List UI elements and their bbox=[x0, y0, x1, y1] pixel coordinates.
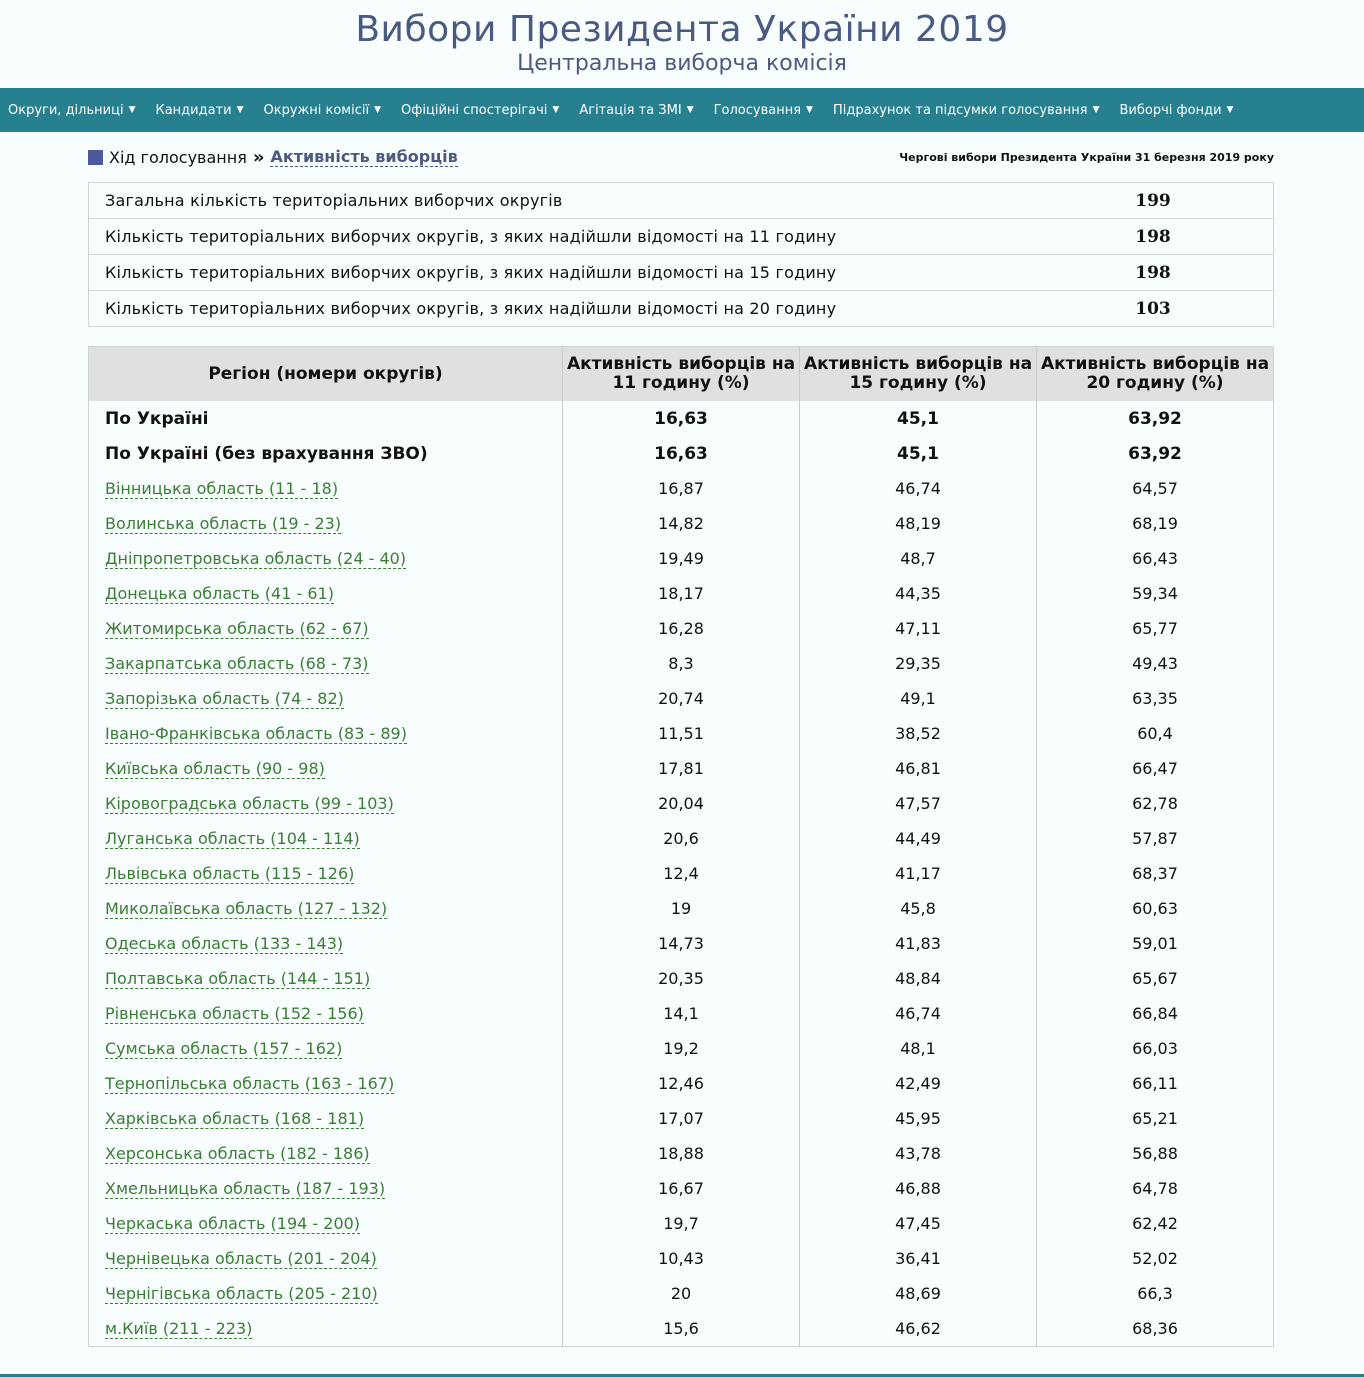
table-row bbox=[89, 611, 1274, 646]
region-link[interactable]: Полтавська область (144 - 151) bbox=[105, 969, 371, 988]
turnout-11: 19,7 bbox=[563, 1206, 800, 1241]
region-link[interactable]: Запорізька область (74 - 82) bbox=[105, 689, 344, 708]
region-link[interactable]: Чернівецька область (201 - 204) bbox=[105, 1249, 377, 1268]
turnout-11: 8,3 bbox=[563, 646, 800, 681]
turnout-15: 45,95 bbox=[800, 1101, 1037, 1136]
turnout-11: 17,07 bbox=[563, 1101, 800, 1136]
turnout-15: 29,35 bbox=[800, 646, 1037, 681]
region-link[interactable]: Одеська область (133 - 143) bbox=[105, 934, 344, 953]
table-row bbox=[89, 926, 1274, 961]
turnout-15: 47,57 bbox=[800, 786, 1037, 821]
region-cell bbox=[89, 471, 563, 506]
turnout-15: 47,11 bbox=[800, 611, 1037, 646]
turnout-15: 41,83 bbox=[800, 926, 1037, 961]
turnout-20: 68,36 bbox=[1037, 1311, 1274, 1347]
turnout-20: 66,47 bbox=[1037, 751, 1274, 786]
region-link[interactable]: Донецька область (41 - 61) bbox=[105, 584, 334, 603]
site-subtitle: Центральна виборча комісія bbox=[517, 51, 847, 76]
turnout-11: 19 bbox=[563, 891, 800, 926]
table-row bbox=[89, 1066, 1274, 1101]
turnout-20: 57,87 bbox=[1037, 821, 1274, 856]
turnout-15: 46,74 bbox=[800, 996, 1037, 1031]
turnout-15: 41,17 bbox=[800, 856, 1037, 891]
region-link[interactable]: Волинська область (19 - 23) bbox=[105, 514, 342, 533]
election-date: Чергові вибори Президента України 31 березня 2019 року bbox=[899, 150, 1274, 164]
turnout-20: 66,43 bbox=[1037, 541, 1274, 576]
turnout-15: 48,19 bbox=[800, 506, 1037, 541]
turnout-20: 68,19 bbox=[1037, 506, 1274, 541]
nav-item-candidates[interactable]: Кандидати ▼ bbox=[155, 102, 244, 118]
table-header-row bbox=[89, 347, 1274, 402]
turnout-11: 16,87 bbox=[563, 471, 800, 506]
table-row bbox=[89, 1206, 1274, 1241]
turnout-20: 65,67 bbox=[1037, 961, 1274, 996]
turnout-11: 12,46 bbox=[563, 1066, 800, 1101]
turnout-20: 64,57 bbox=[1037, 471, 1274, 506]
region-link[interactable]: Львівська область (115 - 126) bbox=[105, 864, 355, 883]
region-cell bbox=[89, 716, 563, 751]
table-row bbox=[89, 716, 1274, 751]
region-cell bbox=[89, 1311, 563, 1347]
region-cell bbox=[89, 576, 563, 611]
turnout-20: 59,34 bbox=[1037, 576, 1274, 611]
breadcrumb-current-link[interactable]: Активність виборців bbox=[270, 147, 458, 166]
summary-value: 198 bbox=[1033, 255, 1274, 291]
turnout-11: 18,17 bbox=[563, 576, 800, 611]
table-row bbox=[89, 821, 1274, 856]
region-cell bbox=[89, 996, 563, 1031]
turnout-20: 63,35 bbox=[1037, 681, 1274, 716]
table-row bbox=[89, 1031, 1274, 1066]
caret-down-icon: ▼ bbox=[686, 105, 694, 115]
turnout-15: 46,74 bbox=[800, 471, 1037, 506]
summary-value: 103 bbox=[1033, 291, 1274, 327]
turnout-11: 10,43 bbox=[563, 1241, 800, 1276]
table-row bbox=[89, 891, 1274, 926]
region-cell bbox=[89, 821, 563, 856]
region-cell bbox=[89, 1241, 563, 1276]
turnout-20: 66,84 bbox=[1037, 996, 1274, 1031]
region-cell bbox=[89, 506, 563, 541]
turnout-20: 52,02 bbox=[1037, 1241, 1274, 1276]
region-cell bbox=[89, 681, 563, 716]
turnout-11: 14,82 bbox=[563, 506, 800, 541]
turnout-15: 46,62 bbox=[800, 1311, 1037, 1347]
summary-value: 198 bbox=[1033, 219, 1274, 255]
breadcrumb-row bbox=[88, 132, 1274, 182]
turnout-15: 48,69 bbox=[800, 1276, 1037, 1311]
table-row bbox=[89, 1241, 1274, 1276]
table-row bbox=[89, 1101, 1274, 1136]
square-bullet-icon bbox=[88, 150, 103, 165]
region-cell bbox=[89, 1276, 563, 1311]
turnout-15: 48,1 bbox=[800, 1031, 1037, 1066]
caret-down-icon: ▼ bbox=[236, 105, 244, 115]
region-link[interactable]: Дніпропетровська область (24 - 40) bbox=[105, 549, 407, 568]
turnout-11: 16,28 bbox=[563, 611, 800, 646]
turnout-11: 12,4 bbox=[563, 856, 800, 891]
table-row bbox=[89, 786, 1274, 821]
turnout-20: 60,4 bbox=[1037, 716, 1274, 751]
region-cell bbox=[89, 961, 563, 996]
summary-label: Кількість територіальних виборчих округів, з яких надійшли відомості на 15 годину bbox=[89, 255, 1034, 291]
table-row bbox=[89, 1171, 1274, 1206]
table-row bbox=[89, 961, 1274, 996]
region-link[interactable]: Рівненська область (152 - 156) bbox=[105, 1004, 364, 1023]
table-row bbox=[89, 646, 1274, 681]
total-row bbox=[89, 436, 1274, 471]
turnout-15: 47,45 bbox=[800, 1206, 1037, 1241]
turnout-20: 65,21 bbox=[1037, 1101, 1274, 1136]
table-row bbox=[89, 856, 1274, 891]
turnout-11: 11,51 bbox=[563, 716, 800, 751]
summary-row bbox=[89, 255, 1274, 291]
nav-item-results[interactable]: Підрахунок та підсумки голосування ▼ bbox=[832, 102, 1100, 118]
turnout-20: 60,63 bbox=[1037, 891, 1274, 926]
caret-down-icon: ▼ bbox=[1092, 105, 1100, 115]
table-row bbox=[89, 471, 1274, 506]
caret-down-icon: ▼ bbox=[374, 105, 382, 115]
turnout-15: 43,78 bbox=[800, 1136, 1037, 1171]
table-row bbox=[89, 1276, 1274, 1311]
region-cell bbox=[89, 1066, 563, 1101]
table-row bbox=[89, 1136, 1274, 1171]
turnout-20: 65,77 bbox=[1037, 611, 1274, 646]
summary-label: Загальна кількість територіальних виборчих округів bbox=[89, 183, 1034, 219]
table-row bbox=[89, 996, 1274, 1031]
turnout-20: 49,43 bbox=[1037, 646, 1274, 681]
summary-table bbox=[88, 182, 1274, 327]
turnout-20: 66,03 bbox=[1037, 1031, 1274, 1066]
header-turnout-11: Активність виборців на 11 годину (%) bbox=[563, 347, 800, 402]
turnout-11: 14,1 bbox=[563, 996, 800, 1031]
caret-down-icon: ▼ bbox=[806, 105, 813, 115]
turnout-20: 62,42 bbox=[1037, 1206, 1274, 1241]
caret-down-icon: ▼ bbox=[552, 105, 560, 115]
summary-label: Кількість територіальних виборчих округів, з яких надійшли відомості на 11 годину bbox=[89, 219, 1034, 255]
turnout-20: 63,92 bbox=[1037, 401, 1274, 436]
site-header bbox=[0, 0, 1364, 88]
turnout-11: 16,63 bbox=[563, 401, 800, 436]
turnout-11: 16,63 bbox=[563, 436, 800, 471]
turnout-20: 66,11 bbox=[1037, 1066, 1274, 1101]
header-turnout-20: Активність виборців на 20 годину (%) bbox=[1037, 347, 1274, 402]
region-cell bbox=[89, 1171, 563, 1206]
turnout-20: 62,78 bbox=[1037, 786, 1274, 821]
total-row bbox=[89, 401, 1274, 436]
region-name: По Україні (без врахування ЗВО) bbox=[105, 443, 428, 464]
region-link[interactable]: Сумська область (157 - 162) bbox=[105, 1039, 343, 1058]
region-cell bbox=[89, 1206, 563, 1241]
turnout-11: 19,49 bbox=[563, 541, 800, 576]
turnout-11: 20,35 bbox=[563, 961, 800, 996]
nav-item-funds[interactable]: Виборчі фонди ▼ bbox=[1119, 102, 1234, 118]
region-link[interactable]: Київська область (90 - 98) bbox=[105, 759, 325, 778]
turnout-15: 49,1 bbox=[800, 681, 1037, 716]
region-link[interactable]: Черкаська область (194 - 200) bbox=[105, 1214, 361, 1233]
region-link[interactable]: Кіровоградська область (99 - 103) bbox=[105, 794, 394, 813]
breadcrumb bbox=[88, 147, 458, 168]
region-link[interactable]: Хмельницька область (187 - 193) bbox=[105, 1179, 386, 1198]
caret-down-icon: ▼ bbox=[1226, 105, 1234, 115]
table-row bbox=[89, 506, 1274, 541]
turnout-15: 48,84 bbox=[800, 961, 1037, 996]
summary-label: Кількість територіальних виборчих округів, з яких надійшли відомості на 20 годину bbox=[89, 291, 1034, 327]
region-link[interactable]: Закарпатська область (68 - 73) bbox=[105, 654, 369, 673]
region-link[interactable]: Житомирська область (62 - 67) bbox=[105, 619, 369, 638]
region-cell bbox=[89, 611, 563, 646]
turnout-20: 59,01 bbox=[1037, 926, 1274, 961]
region-cell bbox=[89, 646, 563, 681]
region-link[interactable]: Луганська область (104 - 114) bbox=[105, 829, 360, 848]
region-cell bbox=[89, 891, 563, 926]
turnout-15: 48,7 bbox=[800, 541, 1037, 576]
summary-row bbox=[89, 219, 1274, 255]
table-row bbox=[89, 1311, 1274, 1347]
table-row bbox=[89, 751, 1274, 786]
turnout-15: 44,49 bbox=[800, 821, 1037, 856]
turnout-15: 46,81 bbox=[800, 751, 1037, 786]
header-turnout-15: Активність виборців на 15 годину (%) bbox=[800, 347, 1037, 402]
summary-row bbox=[89, 291, 1274, 327]
turnout-table bbox=[88, 346, 1274, 1347]
turnout-11: 15,6 bbox=[563, 1311, 800, 1347]
region-link[interactable]: Херсонська область (182 - 186) bbox=[105, 1144, 370, 1163]
region-link[interactable]: Миколаївська область (127 - 132) bbox=[105, 899, 388, 918]
region-cell bbox=[89, 751, 563, 786]
turnout-11: 16,67 bbox=[563, 1171, 800, 1206]
main-content bbox=[88, 132, 1274, 1347]
site-title: Вибори Президента України 2019 bbox=[355, 9, 1009, 50]
turnout-11: 19,2 bbox=[563, 1031, 800, 1066]
region-link[interactable]: Тернопільська область (163 - 167) bbox=[105, 1074, 395, 1093]
caret-down-icon: ▼ bbox=[128, 105, 136, 115]
region-cell bbox=[89, 856, 563, 891]
turnout-15: 45,8 bbox=[800, 891, 1037, 926]
region-cell bbox=[89, 926, 563, 961]
turnout-11: 20 bbox=[563, 1276, 800, 1311]
turnout-15: 44,35 bbox=[800, 576, 1037, 611]
turnout-11: 20,04 bbox=[563, 786, 800, 821]
region-cell bbox=[89, 1101, 563, 1136]
turnout-20: 66,3 bbox=[1037, 1276, 1274, 1311]
region-link[interactable]: Чернігівська область (205 - 210) bbox=[105, 1284, 378, 1303]
header-region: Регіон (номери округів) bbox=[89, 347, 563, 402]
region-cell bbox=[89, 1031, 563, 1066]
region-cell bbox=[89, 786, 563, 821]
region-link[interactable]: м.Київ (211 - 223) bbox=[105, 1319, 253, 1338]
turnout-20: 63,92 bbox=[1037, 436, 1274, 471]
main-navigation bbox=[0, 88, 1364, 132]
nav-item-observers[interactable]: Офіційні спостерігачі ▼ bbox=[401, 102, 560, 118]
nav-item-commissions[interactable]: Окружні комісії ▼ bbox=[263, 102, 382, 118]
nav-item-districts[interactable]: Округи, дільниці ▼ bbox=[8, 102, 136, 118]
turnout-11: 20,74 bbox=[563, 681, 800, 716]
turnout-11: 14,73 bbox=[563, 926, 800, 961]
table-row bbox=[89, 541, 1274, 576]
turnout-15: 38,52 bbox=[800, 716, 1037, 751]
turnout-20: 68,37 bbox=[1037, 856, 1274, 891]
nav-item-campaign-media[interactable]: Агітація та ЗМІ ▼ bbox=[579, 102, 694, 118]
turnout-15: 36,41 bbox=[800, 1241, 1037, 1276]
summary-value: 199 bbox=[1033, 183, 1274, 219]
region-link[interactable]: Івано-Франківська область (83 - 89) bbox=[105, 724, 407, 743]
turnout-20: 56,88 bbox=[1037, 1136, 1274, 1171]
region-cell bbox=[89, 541, 563, 576]
turnout-11: 20,6 bbox=[563, 821, 800, 856]
double-chevron-icon: » bbox=[252, 146, 265, 168]
region-cell bbox=[89, 1136, 563, 1171]
turnout-11: 17,81 bbox=[563, 751, 800, 786]
table-row bbox=[89, 576, 1274, 611]
turnout-15: 46,88 bbox=[800, 1171, 1037, 1206]
turnout-20: 64,78 bbox=[1037, 1171, 1274, 1206]
turnout-15: 45,1 bbox=[800, 436, 1037, 471]
region-name: По Україні bbox=[105, 408, 209, 429]
table-row bbox=[89, 681, 1274, 716]
turnout-15: 45,1 bbox=[800, 401, 1037, 436]
turnout-15: 42,49 bbox=[800, 1066, 1037, 1101]
turnout-11: 18,88 bbox=[563, 1136, 800, 1171]
breadcrumb-parent: Хід голосування bbox=[109, 147, 247, 167]
summary-row bbox=[89, 183, 1274, 219]
nav-item-voting[interactable]: Голосування ▼ bbox=[713, 102, 813, 118]
region-link[interactable]: Харківська область (168 - 181) bbox=[105, 1109, 365, 1128]
region-link[interactable]: Вінницька область (11 - 18) bbox=[105, 479, 339, 498]
